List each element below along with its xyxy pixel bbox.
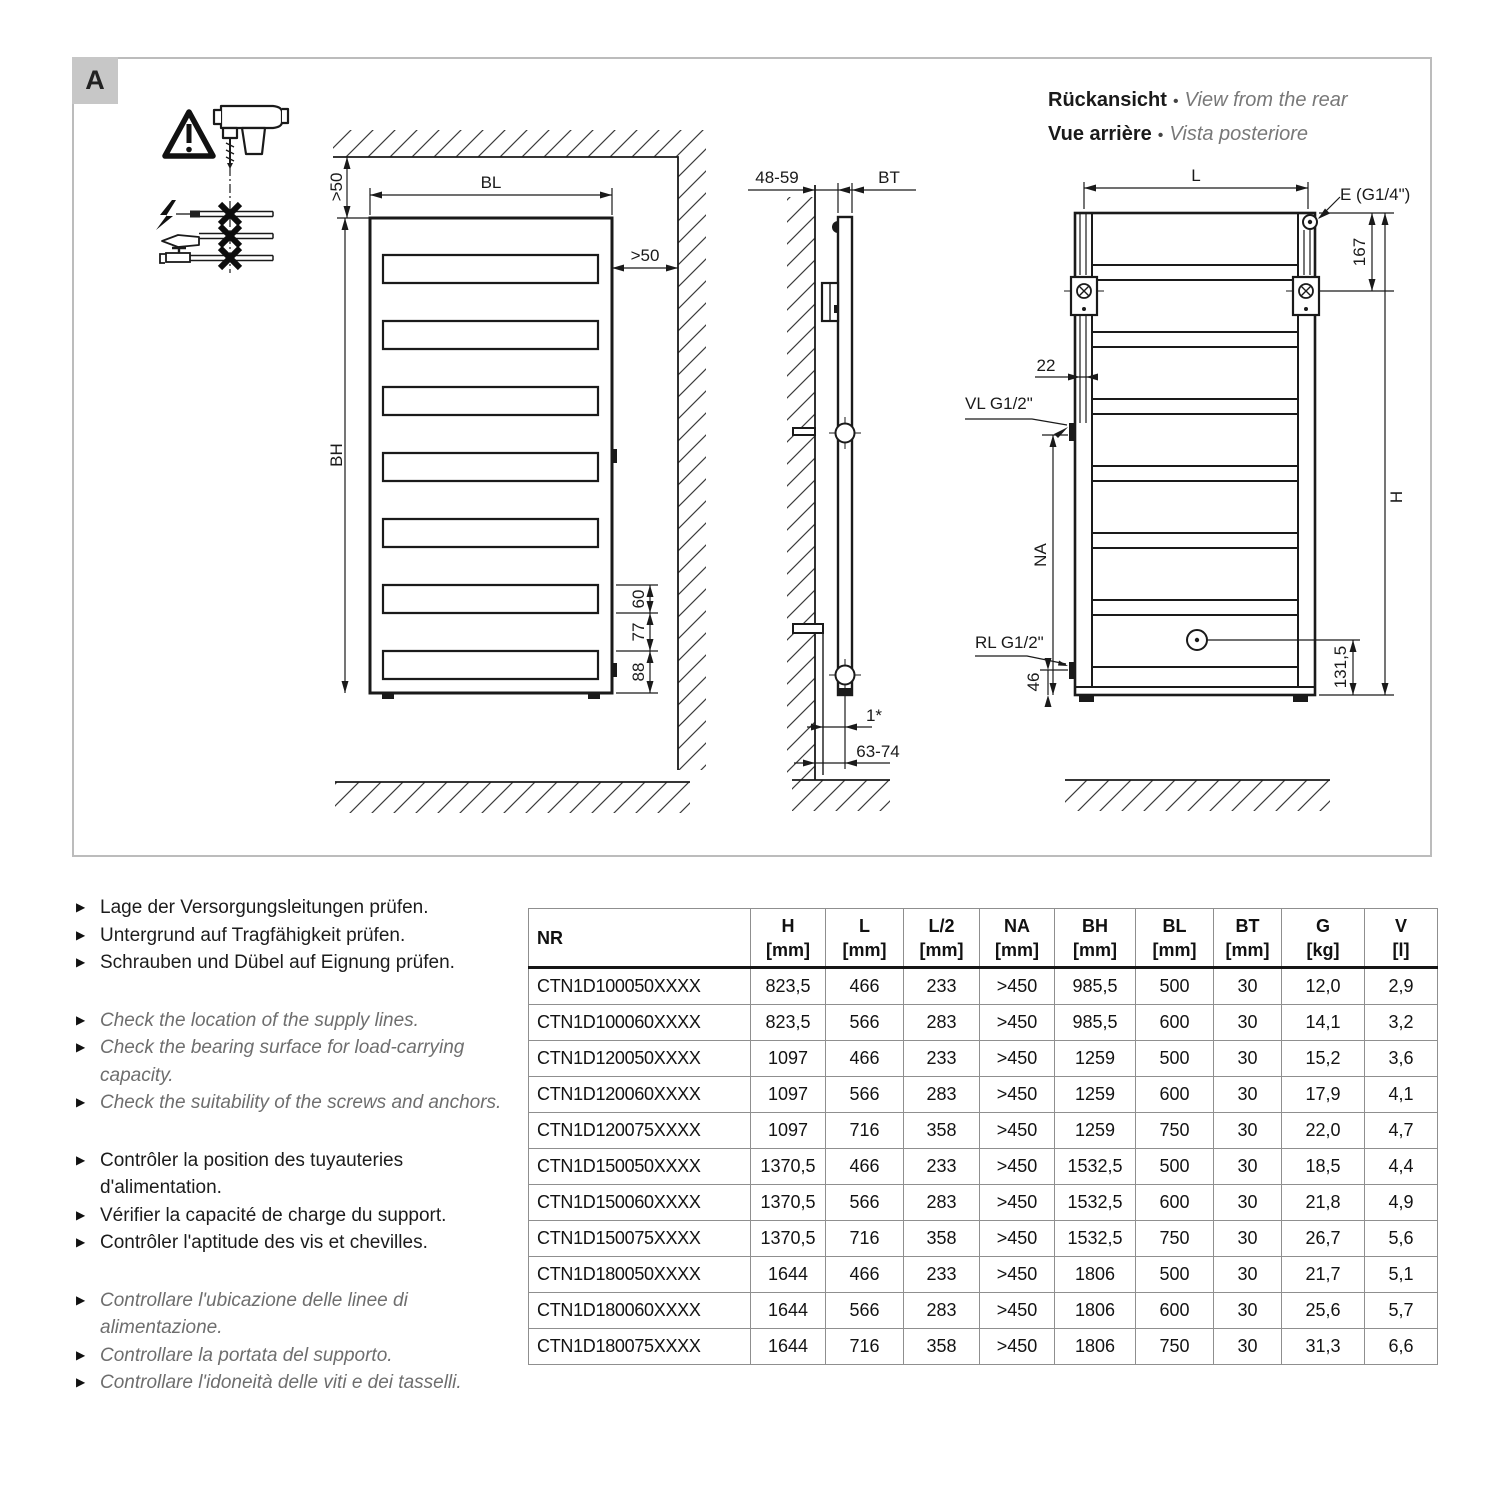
water-pipe-hazard-icon: [160, 248, 273, 263]
instructions-list: [76, 894, 514, 1397]
dim-label-wall-distance: 48-59: [755, 168, 799, 187]
warning-triangle-icon: [165, 112, 213, 156]
label-supply-vl: VL G1/2": [965, 394, 1033, 413]
table-row: [529, 1221, 1438, 1257]
cell-product-code: CTN1D100060XXXX: [529, 1005, 751, 1041]
caption-separator: •: [1157, 127, 1164, 144]
column-header-bh: BH [mm]: [1055, 909, 1136, 968]
instruction-item: [76, 1089, 514, 1117]
table-row: [529, 1329, 1438, 1365]
bullet-icon: ▶: [76, 1375, 86, 1389]
cell-value: 233: [904, 1041, 980, 1077]
instruction-item: [76, 1229, 514, 1257]
column-header-h: H [mm]: [751, 909, 826, 968]
instructions-english: [76, 1007, 514, 1117]
cell-product-code: CTN1D150060XXXX: [529, 1185, 751, 1221]
table-row: [529, 1113, 1438, 1149]
cell-product-code: CTN1D150075XXXX: [529, 1221, 751, 1257]
technical-drawing: [72, 57, 1428, 853]
instruction-item: [76, 1007, 514, 1035]
cell-value: 1644: [751, 1293, 826, 1329]
instruction-text: Vérifier la capacité de charge du support.: [100, 1204, 447, 1226]
rear-view-floor: [1065, 780, 1330, 811]
cell-value: 1259: [1055, 1077, 1136, 1113]
cell-value: 985,5: [1055, 1005, 1136, 1041]
cell-value: 823,5: [751, 968, 826, 1005]
cell-value: 1370,5: [751, 1185, 826, 1221]
panel-label: [72, 57, 118, 104]
cell-value: >450: [980, 1257, 1055, 1293]
bullet-icon: ▶: [76, 1235, 86, 1249]
cell-value: >450: [980, 1005, 1055, 1041]
label-vent: E (G1/4"): [1340, 185, 1411, 204]
cell-value: 1532,5: [1055, 1149, 1136, 1185]
cell-value: 600: [1136, 1293, 1214, 1329]
table-row: [529, 1185, 1438, 1221]
instruction-text: Check the suitability of the screws and anchors.: [100, 1092, 502, 1113]
instruction-item: [76, 949, 514, 977]
bullet-icon: ▶: [76, 900, 86, 914]
cell-value: 5,1: [1365, 1257, 1438, 1293]
cell-value: 233: [904, 1257, 980, 1293]
cell-value: >450: [980, 1113, 1055, 1149]
bullet-icon: ▶: [76, 1292, 86, 1307]
bullet-icon: ▶: [76, 927, 86, 942]
dim-label-gap-right: >50: [630, 246, 660, 265]
cell-value: >450: [980, 1077, 1055, 1113]
air-vent-icon: [1303, 215, 1317, 229]
cell-value: 30: [1214, 968, 1282, 1005]
column-header-l-2: L/2 [mm]: [904, 909, 980, 968]
instruction-text: Check the location of the supply lines.: [100, 1009, 419, 1031]
cell-value: 1806: [1055, 1257, 1136, 1293]
instruction-item: [76, 1034, 514, 1089]
cell-value: 30: [1214, 1005, 1282, 1041]
table-row: [529, 1005, 1438, 1041]
cell-value: 466: [826, 1257, 904, 1293]
dim-label-60: 60: [629, 589, 648, 609]
cell-value: 750: [1136, 1329, 1214, 1365]
instruction-text: Check the bearing surface for load-carrying capacity.: [100, 1037, 465, 1086]
cell-value: 1644: [751, 1257, 826, 1293]
rear-view-caption: [1048, 84, 1348, 152]
instruction-item: [76, 1202, 514, 1230]
cell-value: 5,6: [1365, 1221, 1438, 1257]
cell-value: 566: [826, 1185, 904, 1221]
caption-line-1: [1048, 84, 1348, 118]
cell-value: 466: [826, 1149, 904, 1185]
rear-view-radiator: [1069, 213, 1315, 702]
table-row: [529, 1149, 1438, 1185]
instruction-text: Lage der Versorgungsleitungen prüfen.: [100, 897, 429, 918]
cell-product-code: CTN1D120075XXXX: [529, 1113, 751, 1149]
dim-label-offset: 1*: [865, 706, 883, 725]
cell-value: 1370,5: [751, 1149, 826, 1185]
cell-value: 500: [1136, 1041, 1214, 1077]
table-row: [529, 1257, 1438, 1293]
cell-value: 30: [1214, 1077, 1282, 1113]
cell-value: 233: [904, 1149, 980, 1185]
cell-value: 233: [904, 968, 980, 1005]
cell-value: 30: [1214, 1113, 1282, 1149]
column-header-l: L [mm]: [826, 909, 904, 968]
cell-value: 4,4: [1365, 1149, 1438, 1185]
instruction-item: [76, 922, 514, 950]
cell-value: 283: [904, 1293, 980, 1329]
cell-value: 1806: [1055, 1293, 1136, 1329]
dim-label-bt: BT: [878, 168, 900, 187]
column-header-g: G [kg]: [1282, 909, 1365, 968]
cell-value: 750: [1136, 1113, 1214, 1149]
bullet-icon: ▶: [76, 1347, 86, 1362]
cell-value: 358: [904, 1221, 980, 1257]
cell-value: 1259: [1055, 1041, 1136, 1077]
table-row: [529, 968, 1438, 1005]
instruction-text: Controllare l'idoneità delle viti e dei tasselli.: [100, 1372, 462, 1393]
cell-value: 30: [1214, 1041, 1282, 1077]
cell-value: 30: [1214, 1221, 1282, 1257]
cell-value: 716: [826, 1329, 904, 1365]
cell-value: 358: [904, 1113, 980, 1149]
cell-value: 30: [1214, 1293, 1282, 1329]
cell-value: 600: [1136, 1077, 1214, 1113]
cell-product-code: CTN1D180060XXXX: [529, 1293, 751, 1329]
cell-value: 1097: [751, 1041, 826, 1077]
cell-value: 25,6: [1282, 1293, 1365, 1329]
cell-value: 12,0: [1282, 968, 1365, 1005]
column-header-nr: NR: [529, 909, 751, 968]
cell-value: 3,6: [1365, 1041, 1438, 1077]
dim-label-bl: BL: [480, 173, 502, 192]
cell-value: 566: [826, 1293, 904, 1329]
instructions-french: [76, 1147, 514, 1257]
cell-value: 566: [826, 1077, 904, 1113]
cell-value: 716: [826, 1221, 904, 1257]
cell-value: 14,1: [1282, 1005, 1365, 1041]
dimension-table: [528, 908, 1438, 1365]
cell-value: 6,6: [1365, 1329, 1438, 1365]
cell-value: 21,7: [1282, 1257, 1365, 1293]
instruction-text: Contrôler l'aptitude des vis et chevilles.: [100, 1232, 428, 1253]
caption-line-2: [1048, 118, 1348, 152]
front-view-radiator: [370, 218, 617, 699]
cell-value: >450: [980, 1293, 1055, 1329]
cell-value: 500: [1136, 1257, 1214, 1293]
cell-value: 4,7: [1365, 1113, 1438, 1149]
dim-label-167: 167: [1350, 237, 1369, 267]
bullet-icon: ▶: [76, 955, 86, 969]
instruction-item: [76, 1147, 514, 1202]
instruction-item: [76, 1287, 514, 1342]
cell-value: 823,5: [751, 1005, 826, 1041]
column-header-bt: BT [mm]: [1214, 909, 1282, 968]
cell-value: 31,3: [1282, 1329, 1365, 1365]
cell-product-code: CTN1D150050XXXX: [529, 1149, 751, 1185]
cell-value: 716: [826, 1113, 904, 1149]
cell-value: >450: [980, 1329, 1055, 1365]
instruction-text: Controllare l'ubicazione delle linee di alimentazione.: [100, 1289, 408, 1338]
column-header-bl: BL [mm]: [1136, 909, 1214, 968]
dim-label-gap-top: >50: [327, 172, 346, 202]
instruction-text: Controllare la portata del supporto.: [100, 1344, 393, 1366]
dim-label-77: 77: [629, 622, 648, 642]
cell-value: 22,0: [1282, 1113, 1365, 1149]
cell-value: 26,7: [1282, 1221, 1365, 1257]
cell-value: >450: [980, 1149, 1055, 1185]
cell-value: 4,9: [1365, 1185, 1438, 1221]
caption-separator: •: [1172, 93, 1179, 110]
drill-icon: [214, 106, 288, 169]
cell-value: 21,8: [1282, 1185, 1365, 1221]
table-row: [529, 1041, 1438, 1077]
instructions-german: [76, 894, 514, 977]
cell-value: 1370,5: [751, 1221, 826, 1257]
caption-en: View from the rear: [1184, 89, 1348, 111]
cell-value: 17,9: [1282, 1077, 1365, 1113]
cell-value: 283: [904, 1185, 980, 1221]
cell-value: 500: [1136, 968, 1214, 1005]
cell-value: 30: [1214, 1185, 1282, 1221]
label-return-rl: RL G1/2": [975, 633, 1044, 652]
caption-it: Vista posteriore: [1169, 123, 1308, 145]
dim-label-46: 46: [1024, 672, 1043, 692]
dim-label-na: NA: [1031, 543, 1050, 567]
bullet-icon: ▶: [76, 1012, 86, 1027]
cell-product-code: CTN1D120050XXXX: [529, 1041, 751, 1077]
cell-value: 30: [1214, 1257, 1282, 1293]
panel-label-text: A: [85, 65, 105, 95]
cell-value: >450: [980, 1221, 1055, 1257]
dim-label-floor-distance: 63-74: [856, 742, 900, 761]
cell-value: >450: [980, 1041, 1055, 1077]
bullet-icon: ▶: [76, 1095, 86, 1109]
cell-value: 750: [1136, 1221, 1214, 1257]
dim-label-22: 22: [1036, 356, 1056, 375]
cell-product-code: CTN1D180050XXXX: [529, 1257, 751, 1293]
electric-line-hazard-icon: [156, 200, 273, 230]
cell-value: 466: [826, 1041, 904, 1077]
instruction-text: Contrôler la position des tuyauteries d'alimentation.: [100, 1149, 404, 1198]
cell-value: 5,7: [1365, 1293, 1438, 1329]
cell-value: 1644: [751, 1329, 826, 1365]
column-header-v: V [l]: [1365, 909, 1438, 968]
table-body: [529, 968, 1438, 1365]
dim-label-88: 88: [629, 662, 648, 682]
cell-value: 4,1: [1365, 1077, 1438, 1113]
cell-value: 1097: [751, 1113, 826, 1149]
cell-value: 30: [1214, 1329, 1282, 1365]
cell-product-code: CTN1D180075XXXX: [529, 1329, 751, 1365]
side-view-dimensions: [748, 183, 916, 769]
cell-value: 600: [1136, 1005, 1214, 1041]
gas-line-hazard-icon: [162, 234, 273, 248]
cell-product-code: CTN1D100050XXXX: [529, 968, 751, 1005]
bullet-icon: ▶: [76, 1040, 86, 1054]
cell-product-code: CTN1D120060XXXX: [529, 1077, 751, 1113]
cell-value: 500: [1136, 1149, 1214, 1185]
side-view-radiator: [822, 217, 861, 696]
instruction-item: [76, 1342, 514, 1370]
dim-label-l: L: [1191, 166, 1201, 185]
cell-value: 1259: [1055, 1113, 1136, 1149]
instruction-text: Schrauben und Dübel auf Eignung prüfen.: [100, 952, 455, 973]
cell-value: 358: [904, 1329, 980, 1365]
cell-value: 283: [904, 1077, 980, 1113]
cell-value: 15,2: [1282, 1041, 1365, 1077]
cell-value: 3,2: [1365, 1005, 1438, 1041]
cell-value: 985,5: [1055, 968, 1136, 1005]
instruction-text: Untergrund auf Tragfähigkeit prüfen.: [100, 924, 406, 946]
dim-label-bh: BH: [327, 443, 346, 467]
cell-value: 283: [904, 1005, 980, 1041]
cell-value: 466: [826, 968, 904, 1005]
column-header-na: NA [mm]: [980, 909, 1055, 968]
table-header-row: [529, 909, 1438, 968]
cell-value: >450: [980, 968, 1055, 1005]
cell-value: 18,5: [1282, 1149, 1365, 1185]
bullet-icon: ▶: [76, 1152, 86, 1167]
cell-value: 600: [1136, 1185, 1214, 1221]
caption-de: Rückansicht: [1048, 89, 1167, 111]
cell-value: 1097: [751, 1077, 826, 1113]
dim-label-h: H: [1387, 490, 1406, 504]
table-row: [529, 1077, 1438, 1113]
cell-value: 1806: [1055, 1329, 1136, 1365]
instruction-item: [76, 1369, 514, 1397]
instructions-italian: [76, 1287, 514, 1397]
instruction-item: [76, 894, 514, 922]
cell-value: >450: [980, 1185, 1055, 1221]
no-drill-cross-icons: [220, 204, 240, 268]
cell-value: 566: [826, 1005, 904, 1041]
cell-value: 2,9: [1365, 968, 1438, 1005]
table-row: [529, 1293, 1438, 1329]
dim-label-131-5: 131,5: [1331, 645, 1350, 689]
cell-value: 30: [1214, 1149, 1282, 1185]
table-header: [529, 909, 1438, 968]
cell-value: 1532,5: [1055, 1185, 1136, 1221]
cell-value: 1532,5: [1055, 1221, 1136, 1257]
caption-fr: Vue arrière: [1048, 123, 1152, 145]
bullet-icon: ▶: [76, 1207, 86, 1222]
